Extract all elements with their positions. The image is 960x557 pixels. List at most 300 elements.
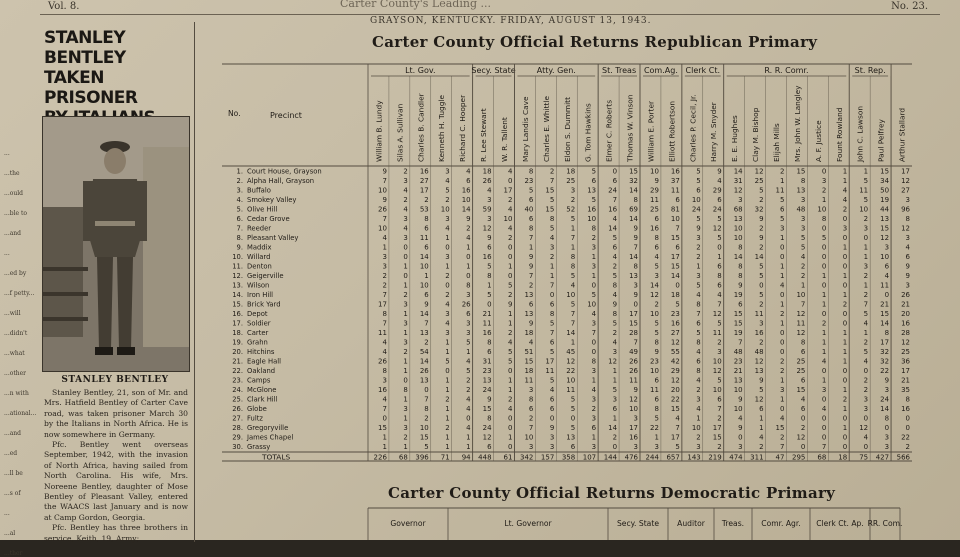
vote-count: 7 (570, 310, 576, 318)
edge-fragment: ...didn't (4, 330, 28, 337)
vote-count: 10 (733, 405, 743, 413)
edge-fragment: ...will (4, 310, 21, 317)
vote-count: 32 (629, 177, 638, 185)
vote-count: 3 (445, 310, 450, 318)
precinct-number: 12. (232, 272, 243, 280)
precinct-name: Iron Hill (247, 291, 274, 299)
vote-count: 0 (842, 310, 848, 318)
vote-count: 3 (403, 424, 408, 432)
vote-count: 42 (670, 357, 680, 366)
vote-count: 9 (759, 234, 764, 242)
vote-count: 10 (650, 367, 659, 375)
vote-count: 3 (403, 300, 408, 309)
vote-count: 2 (905, 443, 910, 451)
vote-count: 5 (570, 215, 576, 223)
vote-count: 3 (884, 443, 890, 451)
vote-count: 3 (696, 234, 701, 242)
vote-count: 18 (524, 329, 534, 337)
vote-count: 14 (650, 281, 659, 290)
vote-count: 7 (717, 300, 722, 309)
vote-count: 15 (712, 433, 722, 442)
vote-count: 8 (382, 310, 387, 318)
vote-count: 8 (654, 338, 659, 347)
vote-count: 10 (691, 196, 701, 204)
vote-count: 10 (650, 310, 659, 318)
vote-count: 0 (466, 272, 471, 280)
vote-count: 12 (482, 433, 492, 442)
vote-count: 16 (587, 205, 597, 214)
total-count: 358 (561, 453, 576, 462)
vote-count: 1 (800, 281, 806, 290)
vote-count: 0 (507, 177, 513, 185)
total-count: 61 (503, 453, 513, 462)
vote-count: 5 (549, 319, 555, 328)
precinct-name: Brick Yard (247, 300, 281, 309)
vote-count: 3 (403, 215, 408, 223)
vote-count: 4 (528, 338, 534, 347)
vote-count: 1 (507, 433, 513, 442)
vote-count: 5 (759, 186, 764, 195)
vote-count: 7 (528, 234, 534, 242)
vote-count: 15 (796, 167, 806, 176)
total-count: 295 (792, 453, 806, 462)
vote-count: 1 (507, 376, 513, 385)
vote-count: 2 (696, 243, 701, 252)
vote-count: 1 (445, 338, 450, 347)
democratic-title: Carter County Official Returns Democratic Primary (388, 484, 836, 502)
vote-count: 3 (445, 329, 450, 337)
vote-count: 51 (524, 348, 534, 356)
vote-count: 1 (779, 234, 785, 242)
vote-count: 3 (445, 215, 450, 223)
vote-count: 4 (507, 167, 513, 176)
vote-count: 8 (528, 224, 534, 233)
precinct-number: 13. (232, 281, 243, 290)
candidate-name: Mary Landis Cave (520, 96, 530, 162)
edge-fragment: ... (4, 150, 10, 157)
precinct-number: 5. (236, 205, 243, 214)
vote-count: 3 (591, 367, 597, 375)
vote-count: 2 (424, 338, 429, 347)
vote-count: 1 (863, 243, 869, 252)
dem-office-header: Secy. State (616, 519, 660, 528)
vote-count: 12 (796, 310, 806, 318)
precinct-name: Geigerville (247, 272, 284, 280)
vote-count: 5 (570, 395, 576, 404)
vote-count: 3 (570, 186, 576, 195)
vote-count: 4 (570, 281, 576, 290)
vote-count: 3 (612, 348, 618, 356)
vote-count: 3 (403, 319, 408, 328)
vote-count: 2 (445, 291, 450, 299)
vote-count: 11 (545, 367, 555, 375)
vote-count: 3 (696, 395, 701, 404)
vote-count: 6 (717, 395, 722, 404)
vote-count: 7 (382, 291, 387, 299)
vote-count: 4 (612, 291, 618, 299)
vote-count: 1 (445, 414, 450, 423)
vote-count: 15 (880, 167, 890, 176)
vote-count: 0 (549, 414, 555, 423)
candidate-name: Mrs. John W. Langley (792, 85, 802, 162)
vote-count: 24 (482, 424, 492, 432)
vote-count: 5 (487, 262, 492, 271)
vote-count: 0 (821, 367, 827, 375)
vote-count: 40 (524, 205, 534, 214)
precinct-name: Denton (247, 262, 272, 271)
precinct-name: Oakland (247, 367, 276, 375)
vote-count: 8 (654, 405, 659, 413)
vote-count: 3 (738, 443, 743, 451)
precinct-name: Eagle Hall (247, 357, 282, 366)
vote-count: 1 (591, 433, 597, 442)
vote-count: 22 (566, 367, 576, 375)
headline-line: TAKEN PRISONER (44, 68, 138, 108)
edge-fragment: ...ble to (4, 210, 27, 217)
vote-count: 1 (466, 433, 471, 442)
vote-count: 3 (466, 291, 471, 299)
vote-count: 22 (901, 433, 910, 442)
vote-count: 3 (842, 224, 848, 233)
vote-count: 1 (445, 443, 450, 451)
total-count: 427 (875, 453, 890, 462)
vote-count: 2 (863, 376, 869, 385)
vote-count: 5 (612, 234, 618, 242)
vote-count: 0 (779, 243, 785, 252)
vote-count: 24 (482, 386, 492, 394)
edge-fragment: ... (4, 250, 10, 257)
vote-count: 11 (880, 281, 890, 290)
precinct-name: Maddix (247, 243, 272, 252)
edge-fragment: ...al (4, 530, 16, 537)
edge-fragment: ...the (4, 170, 20, 177)
vote-count: 6 (549, 338, 555, 347)
vote-count: 28 (629, 329, 638, 337)
vote-count: 6 (528, 215, 534, 223)
total-count: 143 (687, 453, 701, 462)
vote-count: 3 (549, 443, 555, 451)
vote-count: 6 (800, 405, 806, 413)
vote-count: 0 (591, 281, 597, 290)
vote-count: 16 (482, 253, 492, 261)
vote-count: 6 (487, 443, 492, 451)
vote-count: 5 (779, 196, 785, 204)
vote-count: 10 (378, 186, 387, 195)
vote-count: 7 (382, 319, 387, 328)
vote-count: 4 (445, 300, 450, 309)
vote-count: 2 (507, 291, 513, 299)
vote-count: 3 (445, 253, 450, 261)
vote-count: 3 (591, 262, 597, 271)
vote-count: 52 (566, 205, 576, 214)
vote-count: 32 (880, 348, 890, 356)
vote-count: 1 (842, 329, 848, 337)
vote-count: 0 (570, 414, 576, 423)
vote-count: 8 (884, 414, 890, 423)
precinct-name: Clark Hill (247, 395, 278, 404)
vote-count: 6 (696, 186, 701, 195)
vote-count: 12 (901, 224, 910, 233)
vote-count: 0 (403, 243, 408, 252)
vote-count: 1 (445, 433, 450, 442)
dem-office-header: Treas. (721, 519, 745, 528)
total-count: 18 (838, 453, 848, 462)
vote-count: 26 (378, 205, 387, 214)
vote-count: 3 (445, 167, 450, 176)
total-count: 68 (398, 453, 408, 462)
vote-count: 16 (461, 186, 471, 195)
vote-count: 0 (507, 243, 513, 252)
candidate-name: Eldon S. Dummitt (562, 97, 572, 162)
vote-count: 1 (863, 167, 869, 176)
vote-count: 8 (905, 395, 910, 404)
vote-count: 0 (842, 367, 848, 375)
precinct-name: Willard (247, 253, 271, 261)
vote-count: 10 (461, 196, 471, 204)
vote-count: 0 (759, 281, 764, 290)
candidate-name: William B. Lundy (374, 100, 384, 162)
vote-count: 7 (424, 319, 429, 328)
vote-count: 1 (382, 443, 387, 451)
vote-count: 5 (654, 329, 659, 337)
vote-count: 1 (403, 310, 408, 318)
vote-count: 1 (445, 405, 450, 413)
vote-count: 8 (696, 338, 701, 347)
vote-count: 12 (608, 357, 618, 366)
vote-count: 2 (779, 167, 785, 176)
office-header: St. Treas (602, 66, 637, 75)
precinct-number: 25. (232, 395, 243, 404)
vote-count: 4 (842, 196, 848, 204)
vote-count: 1 (779, 319, 785, 328)
vote-count: 68 (733, 205, 743, 214)
vote-count: 2 (779, 310, 785, 318)
vote-count: 5 (507, 357, 513, 366)
total-count: 657 (666, 453, 680, 462)
dem-office-header: Lt. Governor (504, 519, 552, 528)
vote-count: 0 (445, 243, 450, 252)
vote-count: 55 (670, 348, 680, 356)
vote-count: 6 (696, 319, 701, 328)
vote-count: 4 (842, 186, 848, 195)
vote-count: 11 (859, 186, 869, 195)
vote-count: 7 (591, 329, 597, 337)
vote-count: 54 (419, 348, 429, 356)
vote-count: 16 (754, 329, 764, 337)
vote-count: 0 (612, 443, 618, 451)
vote-count: 6 (654, 215, 659, 223)
vote-count: 2 (549, 253, 555, 261)
photo-caption: STANLEY BENTLEY (61, 375, 169, 385)
vote-count: 10 (670, 215, 680, 223)
vote-count: 4 (403, 205, 408, 214)
vote-count: 9 (507, 300, 513, 309)
vote-count: 11 (482, 319, 492, 328)
vote-count: 0 (905, 414, 910, 423)
vote-count: 2 (863, 291, 869, 299)
vote-count: 1 (779, 262, 785, 271)
vote-count: 0 (403, 376, 408, 385)
vote-count: 15 (880, 310, 890, 318)
vote-count: 0 (821, 424, 827, 432)
vote-count: 5 (863, 310, 869, 318)
vote-count: 1 (612, 376, 618, 385)
vote-count: 6 (779, 205, 785, 214)
vote-count: 2 (759, 443, 764, 451)
vote-count: 34 (880, 177, 890, 185)
vote-count: 0 (821, 243, 827, 252)
vote-count: 6 (717, 262, 722, 271)
candidate-name: A. F. Justice (813, 120, 823, 162)
precinct-name: Grahn (247, 338, 268, 347)
vote-count: 4 (863, 319, 869, 328)
vote-count: 26 (461, 300, 471, 309)
vote-count: 1 (779, 272, 785, 280)
vote-count: 53 (419, 205, 429, 214)
vote-count: 14 (608, 424, 618, 432)
vote-count: 5 (696, 281, 701, 290)
vote-count: 5 (696, 215, 701, 223)
vote-count: 6 (654, 376, 659, 385)
vote-count: 12 (650, 291, 659, 299)
vote-count: 5 (445, 357, 450, 366)
vote-count: 8 (570, 253, 576, 261)
vote-count: 10 (503, 215, 513, 223)
vote-count: 12 (754, 167, 764, 176)
vote-count: 0 (821, 395, 827, 404)
vote-count: 5 (863, 348, 869, 356)
vote-count: 12 (901, 177, 910, 185)
precinct-name: Pleasant Valley (247, 234, 299, 242)
vote-count: 11 (712, 329, 722, 337)
vote-count: 15 (796, 386, 806, 394)
candidate-name: Elmer C. Roberts (604, 99, 614, 162)
vote-count: 19 (733, 329, 743, 337)
vote-count: 0 (863, 234, 869, 242)
candidate-name: Elijah Mills (772, 123, 781, 162)
vote-count: 27 (901, 186, 910, 195)
vote-count: 5 (696, 177, 701, 185)
vote-count: 5 (717, 376, 722, 385)
vote-count: 4 (382, 348, 387, 356)
vote-count: 21 (901, 300, 910, 309)
vote-count: 2 (403, 291, 408, 299)
candidate-name: Thomas W. Vinson (625, 94, 635, 162)
vote-count: 2 (800, 262, 806, 271)
vote-count: 29 (712, 186, 722, 195)
vote-count: 5 (654, 319, 659, 328)
vote-count: 17 (545, 357, 555, 366)
vote-count: 1 (403, 395, 408, 404)
vote-count: 19 (733, 291, 743, 299)
vote-count: 1 (507, 319, 513, 328)
vote-count: 5 (591, 167, 597, 176)
vote-count: 2 (445, 196, 450, 204)
vote-count: 0 (717, 243, 722, 252)
vote-count: 6 (612, 177, 618, 185)
vote-count: 2 (842, 300, 848, 309)
vote-count: 6 (612, 405, 618, 413)
vote-count: 8 (570, 262, 576, 271)
vote-count: 4 (549, 386, 555, 394)
vote-count: 35 (901, 386, 910, 394)
vote-count: 4 (466, 234, 471, 242)
vote-count: 0 (842, 376, 848, 385)
vote-count: 0 (842, 262, 848, 271)
vote-count: 1 (842, 348, 848, 356)
vote-count: 15 (733, 319, 743, 328)
vote-count: 1 (821, 272, 827, 280)
vote-count: 8 (487, 338, 492, 347)
vote-count: 10 (440, 205, 450, 214)
vote-count: 3 (821, 386, 827, 394)
vote-count: 15 (482, 405, 492, 413)
vote-count: 1 (403, 367, 408, 375)
vote-count: 7 (821, 443, 827, 451)
vote-count: 1 (759, 424, 764, 432)
vote-count: 3 (382, 376, 387, 385)
vote-count: 12 (796, 433, 806, 442)
vote-count: 3 (382, 253, 387, 261)
precinct-number: 4. (236, 196, 243, 204)
vote-count: 6 (759, 405, 764, 413)
candidate-name: John C. Lawson (855, 105, 865, 162)
story-paragraph: Pfc. Bentley went overseas September, 1942, with the invasion of North Africa, having sailed from North Carolina. His wife, Mrs. Noreene Bentley, daughter of Mose Bentley of Pleasant Valley, entered the WAACS last January and is now at Camp Gordon, Georgia. (44, 440, 188, 522)
vote-count: 32 (880, 357, 890, 366)
vote-count: 0 (779, 291, 785, 299)
vote-count: 9 (633, 234, 638, 242)
vote-count: 15 (775, 424, 785, 432)
vote-count: 2 (779, 433, 785, 442)
vote-count: 6 (466, 177, 471, 185)
vote-count: 4 (612, 215, 618, 223)
vote-count: 10 (712, 357, 722, 366)
vote-count: 7 (549, 281, 555, 290)
vote-count: 10 (712, 386, 722, 394)
vote-count: 5 (612, 386, 618, 394)
vote-count: 10 (566, 376, 576, 385)
vote-count: 5 (570, 272, 576, 280)
vote-count: 10 (859, 205, 869, 214)
vote-count: 1 (821, 291, 827, 299)
vote-count: 5 (675, 443, 680, 451)
vote-count: 1 (821, 329, 827, 337)
vote-count: 7 (424, 395, 429, 404)
precinct-name: Olive Hill (247, 205, 278, 214)
vote-count: 11 (566, 386, 576, 394)
vote-count: 17 (629, 310, 638, 318)
vote-count: 8 (403, 386, 408, 394)
total-count: 476 (624, 453, 638, 462)
vote-count: 15 (670, 405, 680, 413)
vote-count: 4 (759, 433, 764, 442)
vote-count: 9 (884, 376, 890, 385)
vote-count: 4 (738, 414, 743, 423)
vote-count: 16 (629, 433, 638, 442)
vote-count: 5 (863, 196, 869, 204)
vote-count: 8 (738, 243, 743, 252)
vote-count: 23 (650, 357, 659, 366)
vote-count: 8 (424, 405, 429, 413)
vote-count: 0 (863, 414, 869, 423)
vote-count: 1 (424, 272, 429, 280)
vote-count: 3 (591, 319, 597, 328)
precinct-number: 16. (232, 310, 243, 318)
vote-count: 1 (821, 300, 827, 309)
vote-count: 1 (821, 348, 827, 356)
vote-count: 0 (487, 300, 492, 309)
vote-count: 6 (800, 376, 806, 385)
